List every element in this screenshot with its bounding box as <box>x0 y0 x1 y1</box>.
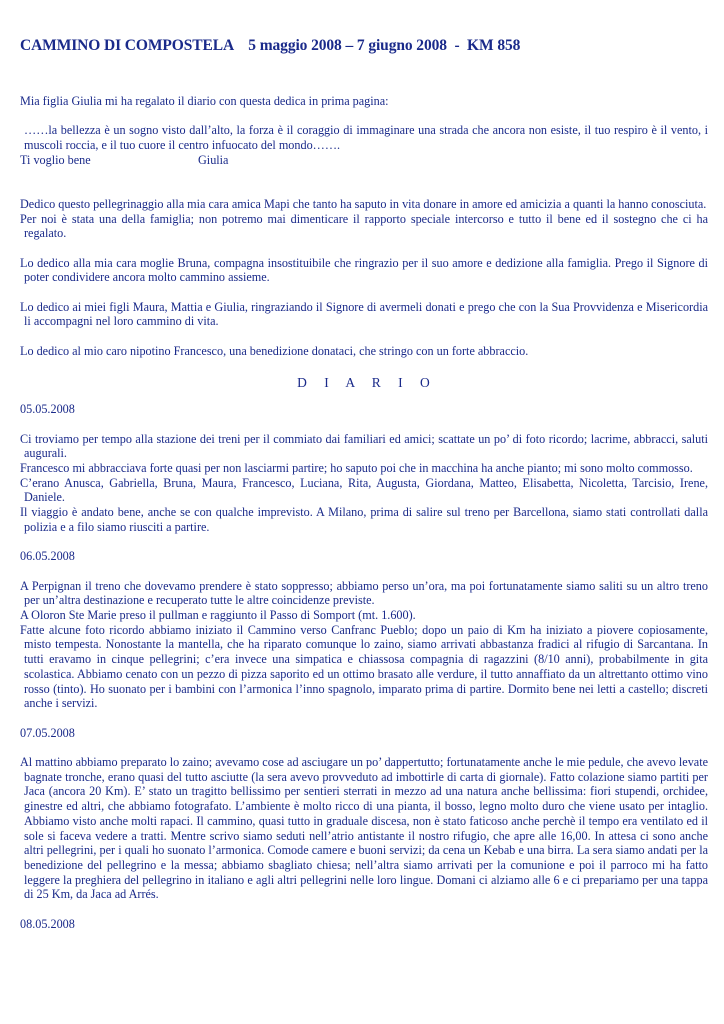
signature-line <box>20 153 708 168</box>
entry-paragraph: A Perpignan il treno che dovevamo prendere è stato soppresso; abbiamo perso un’ora, ma poi fortunatamente siamo saliti su un altro treno per un’altra destinazione e recuperato tutte le altre coincidenze previste. <box>20 578 708 608</box>
entry-paragraph: Il viaggio è andato bene, anche se con qualche imprevisto. A Milano, prima di salire sul treno per Barcellona, siamo stati controllati dalla polizia e a filo siamo riusciti a partire. <box>20 505 708 534</box>
dedication-quote: ……la bellezza è un sogno visto dall’alto, la forza è il coraggio di immaginare una strada che ancora non esiste, il tuo respiro è il vento, i muscoli roccia, e il tuo cuore il centro infuocato del mondo……. <box>24 123 708 153</box>
entry-paragraph: Fatte alcune foto ricordo abbiamo iniziato il Cammino verso Canfranc Pueblo; dopo un paio di Km ha iniziato a piovere copiosamente, misto tempesta. Nonostante la mantella, che ha riparato comunque lo zaino, siamo arrivati abbastanza fradici al rifugio di Sarcantana. In tutti eravamo in cinque pellegrini; c’era invece una simpatica e chiassosa compagnia di ragazzini (8/10 anni), probabilmente in gita scolastica. Abbiamo cenato con un pezzo di pizza saporito ed un ottimo brasato alle verdure, il tutto annaffiato da un altrettanto ottimo vino rosso (tinto). Ho suonato per i bambini con l’armonica l’inno spagnolo, imparato prima di partire. Dormito bene nei letti a castello; discreti anche i servizi. <box>20 622 708 711</box>
dedication-paragraph: Dedico questo pellegrinaggio alla mia cara amica Mapi che tanto ha saputo in vita donare in amore ed amicizia a quanti la hanno conosciuta. <box>20 196 707 211</box>
entry-paragraph: C’erano Anusca, Gabriella, Bruna, Maura, Francesco, Luciana, Rita, Augusta, Giordana, Matteo, Elisabetta, Nicoletta, Tarcisio, Irene, Daniele. <box>20 475 708 505</box>
entry-date: 08.05.2008 <box>20 916 75 931</box>
signature-greeting: Ti voglio bene <box>20 152 91 167</box>
intro-text: Mia figlia Giulia mi ha regalato il diario con questa dedica in prima pagina: <box>20 94 389 108</box>
entry-date: 07.05.2008 <box>20 725 75 740</box>
dedication-paragraph: Lo dedico ai miei figli Maura, Mattia e Giulia, ringraziando il Signore di avermeli donati e prego che con la Sua Provvidenza e Misericordia li accompagni nel loro cammino di vita. <box>20 299 708 329</box>
document-title: CAMMINO DI COMPOSTELA 5 maggio 2008 – 7 giugno 2008 - KM 858 <box>20 37 521 54</box>
entry-paragraph: Ci troviamo per tempo alla stazione dei treni per il commiato dai familiari ed amici; scattate un po’ di foto ricordo; lacrime, abbracci, saluti augurali. <box>20 431 708 461</box>
entry-paragraph: Al mattino abbiamo preparato lo zaino; avevamo cose ad asciugare un po’ dappertutto; fortunatamente anche le mie pedule, che avevo levate bagnate tronche, erano quasi del tutto asciutte (la sera avevo provveduto ad imbottirle di carta di giornale). Fatto colazione siamo partiti per Jaca (ancora 20 Km). E’ stato un tragitto bellissimo per sentieri sterrati in mezzo ad una natura anche bellissima: fiori stupendi, orchidee, ginestre ed altri, che abbiamo fotografato. L’ambiente è molto ricco di una pianta, il bosso, legno molto duro che viene usato per intaglio. Abbiamo visto anche molti rapaci. Il cammino, quasi tutto in graduale discesa, non è stato faticoso anche perchè il tempo era ventilato ed il sole si faceva vedere a tratti. Mentre scrivo siamo seduti nell’atrio antistante il nostro rifugio, che apre alle 16,00. In attesa ci sono anche altri pellegrini, per i quali ho suonato l’armonica. Comode camere e buoni servizi; da cena un Kebab e una birra. La sera siamo andati per la benedizione del pellegrino e la messa; abbiamo sbagliato chiesa; nell’altra siamo arrivati per la comunione e poi il parroco mi ha fatto leggere la preghiera del pellegrino in italiano e agli altri pellegrini nelle loro lingue. Domani ci alziamo alle 6 e ci prepariamo per una tappa di 25 Km, da Jaca ad Arrés. <box>20 755 708 902</box>
entry-date: 06.05.2008 <box>20 549 75 564</box>
document-body <box>20 94 708 932</box>
entry-paragraph: A Oloron Ste Marie preso il pullman e raggiunto il Passo di Somport (mt. 1.600). <box>20 608 416 623</box>
diary-heading: D I A R I O <box>297 374 437 390</box>
dedication-paragraph: Lo dedico al mio caro nipotino Francesco, una benedizione donataci, che stringo con un forte abbraccio. <box>20 343 529 358</box>
entry-paragraph: Francesco mi abbracciava forte quasi per non lasciarmi partire; ho saputo poi che in macchina ha anche pianto; mi sono molto commosso. <box>20 461 693 476</box>
signature-name: Giulia <box>198 152 229 167</box>
dedication-paragraph: Per noi è stata una della famiglia; non potremo mai dimenticare il rapporto speciale intercorso e tutto il bene ed il sostegno che ci ha regalato. <box>20 211 708 241</box>
entry-date: 05.05.2008 <box>20 402 75 417</box>
dedication-paragraph: Lo dedico alla mia cara moglie Bruna, compagna insostituibile che ringrazio per il suo amore e dedizione alla famiglia. Prego il Signore di poter condividere ancora molto cammino assieme. <box>20 255 708 285</box>
